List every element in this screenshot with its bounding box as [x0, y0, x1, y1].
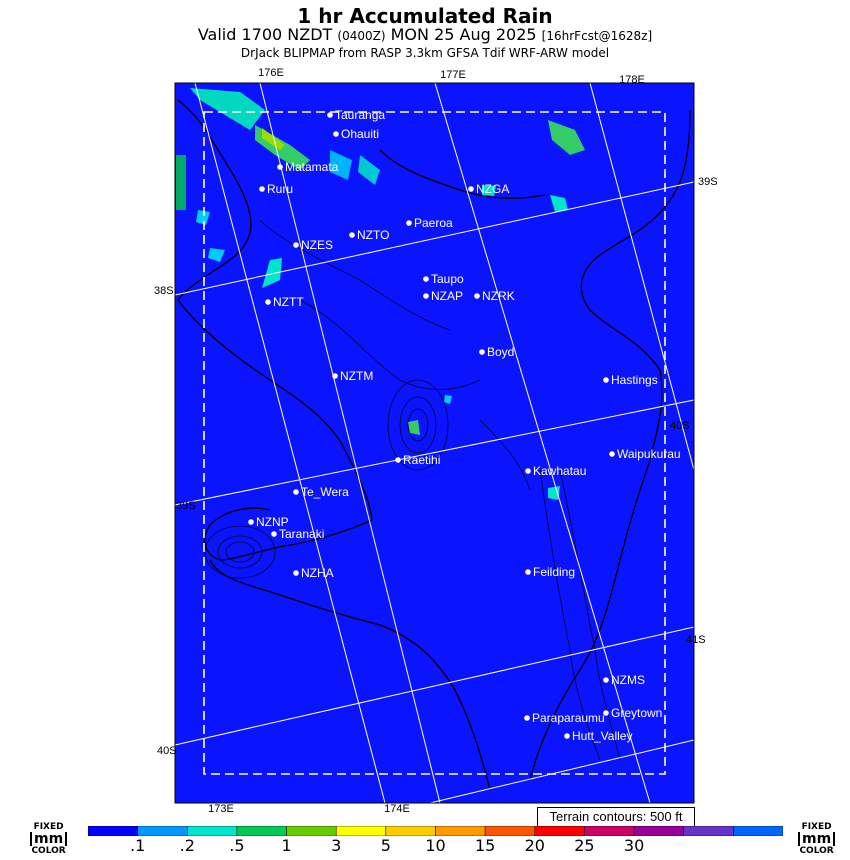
valid-utc: (0400Z) [337, 29, 386, 43]
site-dot [265, 299, 271, 305]
site-label: NZMS [611, 673, 645, 687]
site-label: Waipukurau [617, 447, 681, 461]
site-label: NZRK [482, 289, 515, 303]
legend-swatch [436, 826, 486, 836]
legend-tick-label: 25 [574, 836, 595, 855]
legend-tick-label: 20 [524, 836, 545, 855]
lat-label-39s-left: 39S [176, 500, 196, 512]
site-dot [333, 131, 339, 137]
legend-swatch [634, 826, 684, 836]
site-dot [474, 293, 480, 299]
site-label: Boyd [487, 345, 515, 359]
legend-tick-label: 1 [281, 836, 292, 855]
legend-swatch [138, 826, 188, 836]
rain-field [175, 83, 694, 803]
terrain-note: Terrain contours: 500 ft [537, 807, 695, 827]
site-dot [423, 276, 429, 282]
legend-swatch [386, 826, 436, 836]
site-dot [524, 715, 530, 721]
legend-tick-label: .2 [179, 836, 195, 855]
site-label: NZGA [476, 182, 510, 196]
forecast-stamp: [16hrFcst@1628z] [541, 29, 653, 43]
site-label: Paraparaumu [532, 711, 605, 725]
lon-label-177e: 177E [440, 69, 466, 81]
legend-swatch [733, 826, 783, 836]
legend-tick-label: .1 [130, 836, 146, 855]
legend-tick-label: 30 [623, 836, 645, 855]
site-label: Raetihi [403, 453, 441, 467]
legend-swatch [584, 826, 634, 836]
lon-label-173e: 173E [208, 803, 234, 815]
legend-swatch [535, 826, 585, 836]
site-dot [468, 186, 474, 192]
legend-tick-label: 10 [425, 836, 446, 855]
chart-title: 1 hr Accumulated Rain [297, 4, 553, 28]
site-label: Tauranga [335, 108, 386, 122]
site-label: NZTT [273, 295, 304, 309]
site-dot [395, 457, 401, 463]
legend-tick-label: 15 [474, 836, 496, 855]
legend-swatch [187, 826, 237, 836]
site-dot [271, 531, 277, 537]
legend-fixed-left [30, 822, 67, 856]
valid-date: MON 25 Aug 2025 [390, 25, 537, 44]
site-label: Matamata [285, 160, 339, 174]
lat-label-38s: 38S [154, 285, 174, 297]
site-dot [406, 220, 412, 226]
site-dot [603, 377, 609, 383]
legend-fixed-label: FIXED [33, 822, 64, 832]
site-label: Ruru [267, 182, 294, 196]
site-dot [332, 373, 338, 379]
site-dot [525, 468, 531, 474]
color-legend-bar [88, 826, 783, 836]
site-label: Te_Wera [301, 485, 349, 499]
site-label: NZNP [256, 515, 289, 529]
site-dot [293, 489, 299, 495]
site-dot [259, 186, 265, 192]
legend-swatch [88, 826, 138, 836]
site-label: NZES [301, 238, 334, 252]
model-subtitle: DrJack BLIPMAP from RASP 3.3km GFSA Tdif WRF-ARW model [240, 46, 610, 60]
legend-tick-label: 3 [331, 836, 342, 855]
site-dot [349, 232, 355, 238]
site-dot [277, 164, 283, 170]
lon-label-174e: 174E [384, 803, 410, 815]
lon-label-178e: 178E [619, 74, 645, 86]
lat-label-41s: 41S [686, 634, 706, 646]
site-dot [479, 349, 485, 355]
site-label: NZTM [340, 369, 374, 383]
site-label: Taupo [431, 272, 464, 286]
site-dot [609, 451, 615, 457]
valid-prefix: Valid 1700 NZDT [197, 25, 333, 44]
legend-tick-label: 5 [380, 836, 391, 855]
legend-fixed-label-right: FIXED [801, 822, 832, 832]
site-label: Kawhatau [533, 464, 587, 478]
site-dot [248, 519, 254, 525]
site-label: Feilding [533, 565, 576, 579]
site-dot [525, 569, 531, 575]
legend-swatch [336, 826, 386, 836]
legend-swatch [237, 826, 287, 836]
site-label: Taranaki [279, 527, 325, 541]
legend-tick-label: .5 [229, 836, 245, 855]
lon-label-176e: 176E [258, 67, 284, 79]
lat-label-40s: 40S [157, 745, 177, 757]
site-label: NZTO [357, 228, 390, 242]
site-label: Paeroa [414, 216, 453, 230]
site-label: Hutt_Valley [572, 729, 633, 743]
legend-unit-right: mm [798, 832, 835, 846]
lat-label-39s-top: 39S [698, 176, 718, 188]
site-label: Hastings [611, 373, 658, 387]
site-label: NZAP [431, 289, 464, 303]
legend-unit: mm [30, 832, 67, 846]
site-dot [327, 112, 333, 118]
site-dot [564, 733, 570, 739]
site-dot [603, 677, 609, 683]
site-dot [293, 570, 299, 576]
site-dot [293, 242, 299, 248]
legend-swatch [485, 826, 535, 836]
lat-label-40s-right: 40S [670, 420, 690, 432]
legend-swatch [684, 826, 734, 836]
site-dot [423, 293, 429, 299]
legend-color-label: COLOR [31, 846, 66, 856]
site-label: Greytown [611, 706, 663, 720]
legend-color-label-right: COLOR [799, 846, 834, 856]
legend-swatch [287, 826, 337, 836]
legend-fixed-right [798, 822, 835, 856]
site-label: NZHA [301, 566, 334, 580]
site-label: Ohauiti [341, 127, 380, 141]
